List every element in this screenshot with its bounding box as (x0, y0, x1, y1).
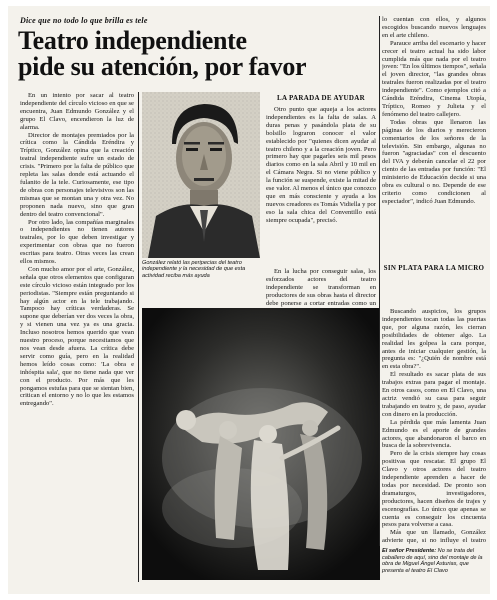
column-divider (138, 92, 139, 582)
paragraph: Parauce arriba del escenario y hacer crecer el teatro actual ha sido labor cumplida más que nada por el teatro joven: "En los últimos tiempos", señala el joven director, "las grandes obras teatrales fueron realizadas por el teatro independiente". Como ejemplos citó a Cándida Eréndira, Cinema Utopía, Tríptico, Romeo y Julieta y el fenómeno del teatro callejero. (382, 39, 486, 118)
article-column-3-continued (382, 308, 486, 544)
paragraph: El resultado es sacar plata de sus trabajos extras para pagar el montaje. En otros casos, como en El Clavo, una actriz vendió su casa para seguir trabajando en teatro y, de paso, ayudar con dinero en la producción. (382, 371, 486, 418)
headline-line-2: pide su atención, por favor (18, 52, 307, 81)
caption-text: No se trata del caballero de aquí, sino del montaje de la obra de Miguel Ángel Asturias, que presenta el teatro El Clavo (382, 548, 483, 574)
portrait-caption: González relató las peripecias del teatro independiente y la necesidad de que esta actividad reciba más ayuda (142, 260, 246, 279)
stage-performance-illustration (142, 308, 380, 580)
caption-lead: El señor Presidente: (382, 548, 437, 554)
article-kicker: Dice que no todo lo que brilla es tele (20, 16, 148, 25)
paragraph: lo cuentan con ellos, y algunos escogidos buscando nuevos lenguajes en el arte chileno. (382, 16, 486, 39)
paragraph: Por otro lado, las compañías marginales o independientes no tienen autores teatrales, por lo que deben investigar y experimentar con obras que no fueron escritas para teatro. Otras veces las crean ellos mismos. (20, 218, 134, 266)
paragraph: En la lucha por conseguir salas, los esforzados actores del teatro independiente se transforman en productores de sus obras hasta el director debe ponerse a cortar entradas como un (266, 268, 376, 307)
section-subhead: SIN PLATA PARA LA MICRO (383, 264, 485, 272)
stage-photo-caption (382, 548, 486, 574)
article-column-2 (266, 106, 376, 261)
article-column-1 (20, 92, 134, 588)
paragraph: Director de montajes premiados por la crítica como la Cándida Eréndira y Tríptico, González opina que la creación teatral independiente sufre un estado de crisis. "Primero por la falta de público que repleta las salas donde está actuando el fulanito de la tele. Curiosamente, ese tipo de obras con personajes televisivos son las mismas que se montan una y otra vez. No proponen nada nuevo, sino que gran dentro del teatro convencional". (20, 131, 134, 218)
column-divider (379, 16, 380, 546)
paragraph: Pero de la crisis siempre hay cosas positivas que rescatar. El grupo El Clavo y otros actores del teatro independiente aprenden a hacer de todas por necesidad. De pronto son dramaturgos, investigadores, productores, hacen diseños de trajes y escenografías. Lo único que apenas se cuenta es conseguir los cincuenta pesos para volverse a casa. (382, 450, 486, 529)
portrait-illustration (142, 92, 260, 258)
paragraph: La pérdida que más lamenta Juan Edmundo es el aporte de grandes actores, que abandonaron el barco en busca de la sobrevivencia. (382, 418, 486, 450)
article-headline (18, 28, 338, 80)
article-column-3 (382, 16, 486, 260)
headline-line-1: Teatro independiente (18, 26, 247, 55)
portrait-photo (142, 92, 260, 258)
section-subhead: LA PARADA DE AYUDAR (277, 94, 365, 102)
paragraph: Todas obras que llenaron las páginas de los diarios y merecieron comentarios de los señores de la televisión. Sin embargo, algunas no fueron "agraciadas" con el descuento del IVA y deberán cancelar el 22 por ciento de las entradas por función: "El ministerio de Educación decide si una obra es cultural o no. Depende de ese criterio como condicionen al espectador", indicó Juan Edmundo. (382, 118, 486, 205)
paragraph: Otro punto que aqueja a los actores independientes es la falta de salas. A duras penas y pasándola plata de su bolsillo lograron conocer el valor establecido por "quienes dicen ayudar al teatro chileno y a la creación joven. Pero primero hay que pagarles seis mil pesos diarios como en la sala Abril y 10 mil en el Cámara Negra. Si no viene público y la función se suspende, existe la mitad de ese valor. Al menos el único que conozco que en más consciente y ayuda a los nuevos creadores es Tomás Vidiella y por eso la sala chica del Conventillo está siempre ocupada", precisó. (266, 106, 376, 224)
paragraph: Con mucho amor por el arte, González, señala que otros elementos que configuran este círculo vicioso están integrado por los periodistas. "Siempre están preguntando si hay algún actor en la tele trabajando. Tampoco hay críticas verdaderas. Se supone que deberían ver dos veces la obra, y si vienen una vez ya es una gracia. Incluso nosotros hemos querido que vean nuestro proceso, porque necesitamos que nos vean desde afuera. La crítica debe servir como guía, pero en la realidad hemos leído cosas como: 'La obra e inhóspita sala', que no tiene nada que ver con el producto. Por más que les pongamos estufas para que se sientan bien, critican el entorno y no lo que les estamos entregando". (20, 265, 134, 408)
stage-photo (142, 308, 380, 580)
newspaper-clipping (8, 6, 490, 594)
paragraph: En un intento por sacar al teatro independiente del círculo vicioso en que se encuentra, Juan Edmundo González y el grupo El Clavo, encendieron la luz de alarma. (20, 92, 134, 131)
paragraph: Buscando auspicios, los grupos independientes tocan todas las puertas que, por alguna razón, les cierran posibilidades de obtener algo. La realidad les golpea la cara porque, antes de iniciar cualquier gestión, la pregunta es: "¿Quién de nombre está en esta obra?". (382, 308, 486, 371)
paragraph: Más que un llamado, González advierte que, si no influye el teatro (382, 529, 486, 544)
